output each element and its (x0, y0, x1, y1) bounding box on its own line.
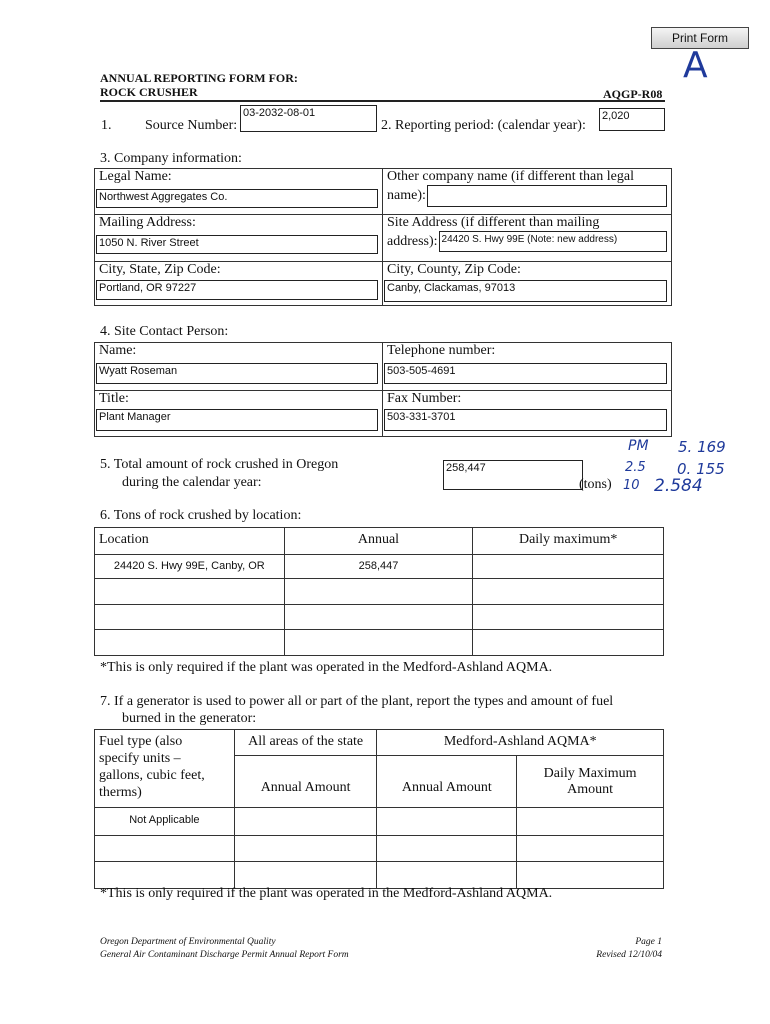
table-row (95, 579, 664, 605)
site-address-label-2: address): (387, 233, 438, 249)
form-code: AQGP-R08 (603, 87, 663, 101)
other-name-label-2: name): (387, 188, 426, 203)
fuel-type-line4: therms) (99, 785, 142, 800)
medford-annual-cell[interactable] (377, 836, 517, 862)
source-number-index: 1. (101, 118, 112, 133)
annual-cell[interactable] (284, 630, 473, 656)
total-rock-label-2: during the calendar year: (122, 475, 262, 490)
site-address-field[interactable]: 24420 S. Hwy 99E (Note: new address) (439, 231, 667, 252)
table-row (95, 836, 664, 862)
hand-note-3: 0. 155 (677, 460, 725, 478)
company-info-table (94, 168, 672, 306)
table-row (95, 605, 664, 630)
all-areas-header: All areas of the state (234, 730, 377, 756)
fax-label: Fax Number: (387, 391, 462, 406)
city-state-label: City, State, Zip Code: (99, 262, 221, 277)
medford-daily-cell[interactable] (517, 862, 664, 889)
medford-daily-cell[interactable] (517, 836, 664, 862)
header-rule (100, 100, 665, 102)
section7-footnote: *This is only required if the plant was operated in the Medford-Ashland AQMA. (100, 886, 553, 901)
all-areas-cell[interactable] (234, 808, 377, 836)
contact-title-field[interactable]: Plant Manager (96, 409, 378, 431)
daily-max-cell[interactable] (473, 555, 664, 579)
rock-by-location-heading: 6. Tons of rock crushed by location: (100, 508, 302, 523)
site-city-cell (383, 262, 672, 306)
site-address-cell (383, 215, 672, 262)
daily-max-cell[interactable] (473, 579, 664, 605)
medford-annual-cell[interactable] (377, 808, 517, 836)
daily-max-cell[interactable] (473, 630, 664, 656)
section6-footnote: *This is only required if the plant was operated in the Medford-Ashland AQMA. (100, 660, 553, 675)
generator-heading-2: burned in the generator: (122, 711, 257, 726)
location-cell[interactable] (95, 630, 285, 656)
fuel-type-cell[interactable]: Not Applicable (95, 808, 235, 836)
site-contact-table (94, 342, 672, 437)
all-areas-annual-header: Annual Amount (234, 756, 377, 808)
location-cell[interactable] (95, 579, 285, 605)
total-rock-field[interactable]: 258,447 (443, 460, 583, 490)
fuel-type-line3: gallons, cubic feet, (99, 768, 205, 783)
table-row (95, 555, 664, 579)
mailing-address-field[interactable]: 1050 N. River Street (96, 235, 378, 254)
footer-page: Page 1 (635, 937, 662, 947)
fuel-type-cell[interactable] (95, 862, 235, 889)
hand-note-1: 5. 169 (678, 438, 726, 456)
other-name-field[interactable] (427, 185, 667, 207)
print-form-button[interactable]: Print Form (651, 27, 749, 49)
phone-cell (383, 343, 672, 391)
site-contact-heading: 4. Site Contact Person: (100, 324, 229, 339)
site-city-label: City, County, Zip Code: (387, 262, 521, 277)
generator-heading-1: 7. If a generator is used to power all or part of the plant, report the types and amount of fuel (100, 694, 614, 709)
annual-cell[interactable] (284, 605, 473, 630)
annual-cell[interactable] (284, 579, 473, 605)
contact-title-label: Title: (99, 391, 129, 406)
rock-by-location-table (94, 527, 664, 656)
form-title-line1: ANNUAL REPORTING FORM FOR: (100, 71, 298, 85)
other-name-label-1: Other company name (if different than legal (387, 169, 634, 184)
footer-form-name: General Air Contaminant Discharge Permit Annual Report Form (100, 950, 349, 960)
site-address-label-1: Site Address (if different than mailing (387, 215, 600, 230)
fuel-type-line2: specify units – (99, 751, 181, 766)
footer-agency: Oregon Department of Environmental Quality (100, 937, 276, 947)
other-name-cell (383, 169, 672, 215)
medford-daily-cell[interactable] (517, 808, 664, 836)
contact-name-field[interactable]: Wyatt Roseman (96, 363, 378, 384)
company-info-heading: 3. Company information: (100, 151, 242, 166)
location-cell[interactable] (95, 605, 285, 630)
hand-note-pm: PM (628, 438, 649, 454)
daily-max-cell[interactable] (473, 605, 664, 630)
table-row (95, 808, 664, 836)
total-rock-label-1: 5. Total amount of rock crushed in Oregon (100, 457, 339, 472)
tons-unit: (tons) (579, 477, 612, 492)
handwritten-mark: A (683, 45, 708, 86)
form-title-line2: ROCK CRUSHER (100, 85, 198, 99)
location-header: Location (95, 528, 285, 555)
fax-field[interactable]: 503-331-3701 (384, 409, 667, 431)
fuel-type-header (95, 730, 235, 808)
generator-fuel-table (94, 729, 664, 889)
mailing-address-cell (95, 215, 383, 262)
source-number-field[interactable]: 03-2032-08-01 (240, 105, 377, 132)
city-state-cell (95, 262, 383, 306)
table-row (95, 630, 664, 656)
footer-revised: Revised 12/10/04 (596, 950, 662, 960)
site-city-field[interactable]: Canby, Clackamas, 97013 (384, 280, 667, 302)
table-row (95, 862, 664, 889)
reporting-period-field[interactable]: 2,020 (599, 108, 665, 131)
contact-title-cell (95, 391, 383, 437)
contact-name-cell (95, 343, 383, 391)
phone-label: Telephone number: (387, 343, 496, 358)
annual-header: Annual (284, 528, 473, 555)
hand-note-4: 10 (623, 478, 640, 493)
all-areas-cell[interactable] (234, 836, 377, 862)
all-areas-cell[interactable] (234, 862, 377, 889)
fuel-type-line1: Fuel type (also (99, 734, 183, 749)
annual-cell[interactable]: 258,447 (284, 555, 473, 579)
fuel-type-cell[interactable] (95, 836, 235, 862)
hand-note-2: 2.5 (625, 460, 646, 475)
legal-name-cell (95, 169, 383, 215)
medford-daily-header (517, 756, 664, 808)
daily-max-line2: Amount (567, 781, 614, 797)
medford-header: Medford-Ashland AQMA* (377, 730, 664, 756)
medford-annual-header: Annual Amount (377, 756, 517, 808)
medford-annual-cell[interactable] (377, 862, 517, 889)
legal-name-label: Legal Name: (99, 169, 172, 184)
daily-max-line1: Daily Maximum (543, 765, 637, 781)
fax-cell (383, 391, 672, 437)
hand-note-5: 2.584 (654, 476, 703, 496)
daily-max-header: Daily maximum* (473, 528, 664, 555)
contact-name-label: Name: (99, 343, 137, 358)
mailing-address-label: Mailing Address: (99, 215, 196, 230)
city-state-field[interactable]: Portland, OR 97227 (96, 280, 378, 300)
legal-name-field[interactable]: Northwest Aggregates Co. (96, 189, 378, 208)
reporting-period-label: 2. Reporting period: (calendar year): (381, 118, 586, 133)
phone-field[interactable]: 503-505-4691 (384, 363, 667, 384)
source-number-label: Source Number: (145, 118, 238, 133)
location-cell[interactable]: 24420 S. Hwy 99E, Canby, OR (95, 555, 285, 579)
